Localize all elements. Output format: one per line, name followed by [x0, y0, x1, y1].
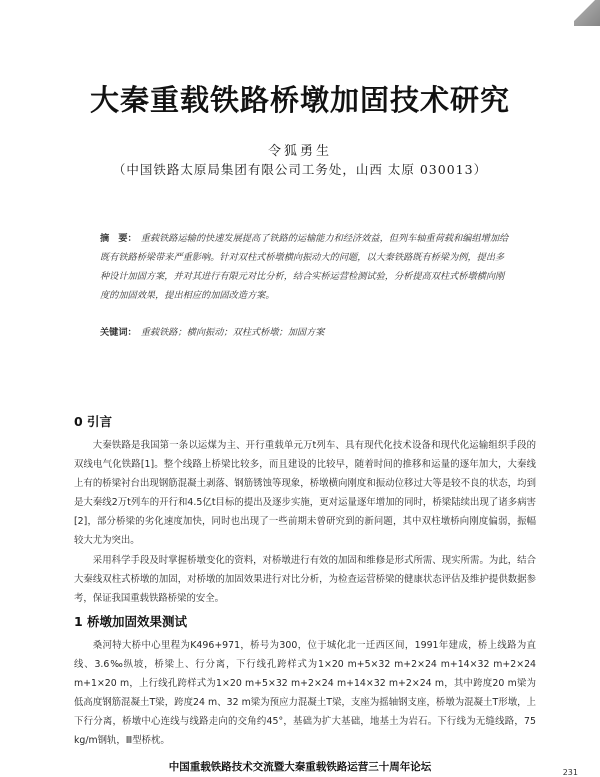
abstract	[100, 229, 510, 305]
introduction-paragraph: 大秦铁路是我国第一条以运煤为主、开行重载单元万t列车、具有现代化技术设备和现代化运输组织手段的双线电气化铁路[1]。整个线路上桥梁比较多，而且建设的比较早，随着时间的推移和运量的逐年加大，大秦线上有的桥梁衬台出现钢筋混凝土剥落、钢筋锈蚀等现象，桥墩横向刚度和振动位移过大等是较不良的状态，均到是大秦线2万t列车的开行和4.5亿t目标的提出及逐步实施，更对运量逐年增加的同时，桥梁陆续出现了诸多病害[2]，部分桥梁的劣化速度加快，同时也出现了一些前期未曾研究到的新问题，其中双柱墩桥向刚度偏弱，振幅较大尤为突出。	[74, 440, 536, 546]
section-heading-pier-test: 1 桥墩加固效果测试	[74, 614, 188, 629]
abstract-text: 重载铁路运输的快速发展提高了铁路的运输能力和经济效益，但列车轴重荷载和编组增加给既有铁路桥梁带来严重影响。针对双柱式桥墩横向振动大的问题，以大秦铁路既有桥梁为例，提出多种设计加固方案，并对其进行有限元对比分析，结合实桥运营检测试验，分析提高双柱式桥墩横向刚度的加固效果，提出相应的加固改造方案。	[100, 233, 509, 301]
keywords	[100, 325, 510, 341]
page-footer: 中国重载铁路技术交流暨大秦重载铁路运营三十周年论坛	[168, 761, 432, 773]
pier-test-paragraph: 桑河特大桥中心里程为K496+971，桥号为300，位于城化北一迁西区间，1991年建成，桥上线路为直线、3.6‰纵坡，桥梁上、行分离，下行线孔跨样式为1×20 m+5×32 m+2×24 m+14×32 m+2×24 m+1×20 m，上行线孔跨样式为1×20 m+5×32 m+2×24 m+14×32 m+2×24 m，其中跨度20 m梁为低高度钢筋混凝土T梁，跨度24 m、32 m梁为预应力混凝土T梁，支座为摇轴钢支座，桥墩为混凝土T形墩，上下行分离，桥墩中心连线与线路走向的交角约45°，基础为扩大基础，地基土为岩石。下行线为无缝线路，75 kg/m钢轨，Ⅲ型桥枕。	[74, 640, 536, 746]
keywords-text: 重载铁路；横向振动；双柱式桥墩；加固方案	[140, 327, 325, 338]
page-number: 231	[562, 768, 578, 777]
section-heading-introduction: 0 引言	[74, 414, 113, 429]
paper-title: 大秦重载铁路桥墩加固技术研究	[89, 83, 510, 117]
keywords-label: 关键词：	[100, 327, 137, 338]
scan-corner-mark	[574, 0, 600, 26]
abstract-label: 摘 要：	[100, 233, 137, 244]
author-affiliation: （中国铁路太原局集团有限公司工务处，山西 太原 030013）	[112, 162, 488, 177]
author-name: 令狐勇生	[267, 144, 332, 159]
introduction-paragraph: 采用科学手段及时掌握桥墩变化的资料，对桥墩进行有效的加固和维修是形式所需、现实所需。为此，结合大秦线双柱式桥墩的加固，对桥墩的加固效果进行对比分析，为检查运营桥梁的健康状态评估及维护提供数据参考，保证我国重载铁路桥梁的安全。	[74, 555, 536, 604]
